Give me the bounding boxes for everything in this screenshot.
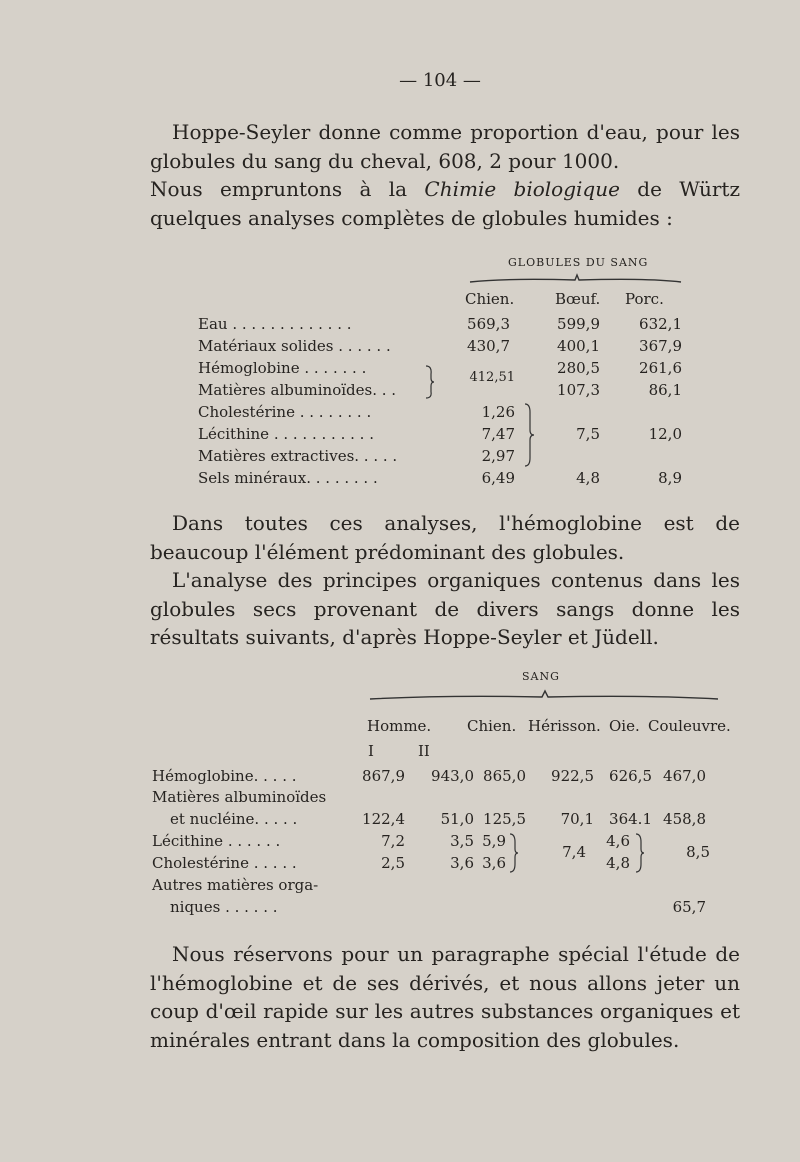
book-title-italic: Chimie biologique: [424, 177, 620, 201]
table2-brace-couleuvre: [634, 832, 646, 874]
table2-subcol-1: I: [368, 742, 374, 760]
table2-row-label: Matières albuminoïdes: [152, 788, 327, 806]
table1-cell: 1,26: [481, 403, 515, 421]
table1-cell: 4,8: [576, 469, 600, 487]
table1-header-brace: [468, 272, 683, 286]
table1-cell: 2,97: [481, 447, 515, 465]
table1-cell: 430,7: [467, 337, 510, 355]
table2-cell: 3,6: [482, 854, 506, 872]
table2-row-label: Hémoglobine. . . . .: [152, 767, 297, 785]
table2-col-chien: Chien.: [467, 717, 517, 735]
table2-row-label: Cholestérine . . . . .: [152, 854, 297, 872]
paragraph-2-text-post: de Würtz quelques analyses complètes de globules humides :: [150, 177, 741, 230]
table2-row-label: niques . . . . . .: [170, 898, 278, 916]
table2-brace-herisson: [508, 832, 520, 874]
table2-col-oie: Oie.: [609, 717, 640, 735]
table2-cell: 364.1: [609, 810, 652, 828]
paragraph-1-text: Hoppe-Seyler donne comme proportion d'eau, pour les globules du sang du cheval, 608, 2 pour 1000.: [150, 120, 740, 173]
table2-cell: 626,5: [609, 767, 652, 785]
table2-cell: 3,5: [450, 832, 474, 850]
table2-col-herisson: Hérisson.: [528, 717, 601, 735]
table2-cell-merged: 7,4: [562, 843, 586, 861]
table2-subcol-2: II: [418, 742, 430, 760]
table1-col-porc: Porc.: [625, 290, 664, 308]
table1-row-label: Matières extractives. . . . .: [198, 447, 398, 465]
table2-row-label: Lécithine . . . . . .: [152, 832, 281, 850]
table1-cell: 367,9: [639, 337, 682, 355]
table2-cell: 3,6: [450, 854, 474, 872]
table2-cell: 5,9: [482, 832, 506, 850]
table1-brace-close: [424, 364, 436, 400]
paragraph-4: L'analyse des principes organiques contenus dans les globules secs provenant de divers sangs donne les résultats suivants, d'après Hoppe-Seyler et Jüdell.: [150, 568, 740, 649]
table1-row-label: Sels minéraux. . . . . . . .: [198, 469, 378, 487]
table2-group-header: SANG: [522, 670, 560, 683]
table2-cell: 2,5: [381, 854, 405, 872]
table1-cell: 400,1: [557, 337, 600, 355]
paragraph-2-text-pre: Nous empruntons à la: [150, 177, 425, 201]
table1-cell: 632,1: [639, 315, 682, 333]
paragraph-3: Dans toutes ces analyses, l'hémoglobine est de beaucoup l'élément prédominant des globules.: [150, 511, 740, 564]
table2-cell: 70,1: [560, 810, 594, 828]
table1-cell: 569,3: [467, 315, 510, 333]
table2-header-brace: [368, 688, 720, 702]
page-number: — 104 —: [399, 70, 481, 91]
table2-cell: 467,0: [663, 767, 706, 785]
table2-row-label: Autres matières orga-: [152, 876, 319, 894]
table2-cell: 4,6: [606, 832, 630, 850]
table2-cell: 7,2: [381, 832, 405, 850]
table1-cell: 599,9: [557, 315, 600, 333]
table2-cell: 458,8: [663, 810, 706, 828]
table1-cell: 7,47: [481, 425, 515, 443]
table2-cell: 867,9: [362, 767, 405, 785]
table2-cell: 125,5: [483, 810, 526, 828]
table1-cell-merged: 412,51: [469, 370, 515, 385]
table2-cell-merged: 8,5: [686, 843, 710, 861]
table2-col-couleuvre: Couleuvre.: [648, 717, 731, 735]
table1-cell: 107,3: [557, 381, 600, 399]
table1-cell-merged: 7,5: [576, 425, 600, 443]
paragraph-1: [150, 118, 740, 232]
table2-cell: 865,0: [483, 767, 526, 785]
table2-cell: 51,0: [440, 810, 474, 828]
table1-cell: 86,1: [648, 381, 682, 399]
table2-col-homme: Homme.: [367, 717, 432, 735]
table1-cell: 8,9: [658, 469, 682, 487]
table1-row-label: Lécithine . . . . . . . . . . .: [198, 425, 374, 443]
table1-cell: 280,5: [557, 359, 600, 377]
table1-row-label: Cholestérine . . . . . . . .: [198, 403, 372, 421]
table1-row-label: Eau . . . . . . . . . . . . .: [198, 315, 352, 333]
paragraph-5: Nous réservons pour un paragraphe spécial l'étude de l'hémoglobine et de ses dérivés, et nous allons jeter un coup d'œil rapide sur les autres substances organiques et minérales entrant dans la composition des globules.: [150, 942, 740, 1052]
table2-row-label: et nucléine. . . . .: [170, 810, 298, 828]
table1-row-label: Matériaux solides . . . . . .: [198, 337, 391, 355]
table1-cell-merged: 12,0: [648, 425, 682, 443]
table1-cell: 261,6: [639, 359, 682, 377]
table2-cell: 122,4: [362, 810, 405, 828]
table1-col-chien: Chien.: [465, 290, 515, 308]
table1-row-label: Matières albuminoïdes. . .: [198, 381, 397, 399]
table1-cell: 6,49: [481, 469, 515, 487]
table1-row-label: Hémoglobine . . . . . . .: [198, 359, 367, 377]
table2-cell: 4,8: [606, 854, 630, 872]
table1-col-boeuf: Bœuf.: [555, 290, 601, 308]
table2-cell: 65,7: [672, 898, 706, 916]
table2-cell: 922,5: [551, 767, 594, 785]
table2-cell: 943,0: [431, 767, 474, 785]
table1-group-header: GLOBULES DU SANG: [508, 256, 649, 269]
